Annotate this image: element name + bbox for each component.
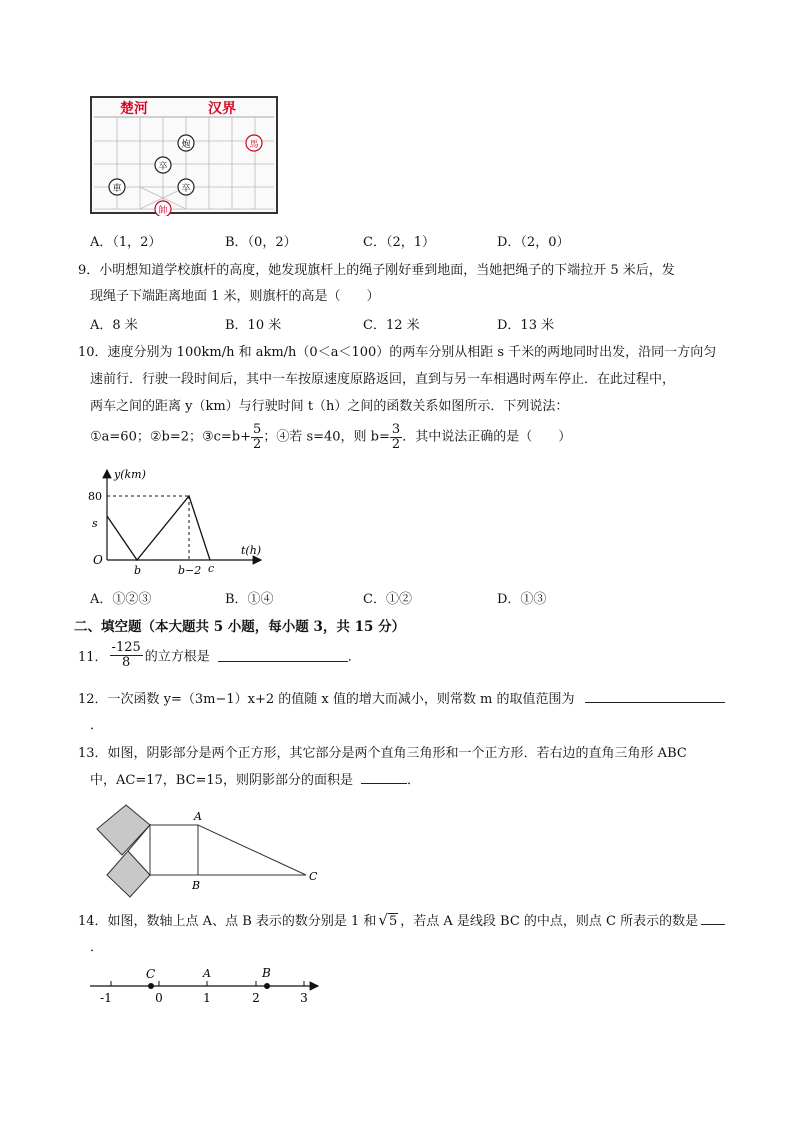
svg-text:帥: 帥 xyxy=(158,206,168,216)
q11-text: 的立方根是 xyxy=(144,649,210,665)
distance-curve xyxy=(107,496,210,560)
y-axis-label: y(km) xyxy=(114,468,146,481)
q9-option-a: A．8 米 xyxy=(90,318,138,333)
q14-end: ． xyxy=(90,940,104,955)
tick-label-neg1: -1 xyxy=(100,991,112,1005)
q10-line-3: 两车之间的距离 y（km）与行驶时间 t（h）之间的函数关系如图所示．下列说法： xyxy=(90,399,569,414)
q10-stmt-part-1: ①a=60；②b=2；③c=b+ xyxy=(90,429,252,445)
label-b: B xyxy=(192,879,201,892)
q13-end: ． xyxy=(406,773,420,788)
tick-label-3: 3 xyxy=(300,991,308,1005)
q13-line-1: 13．如图，阴影部分是两个正方形，其它部分是两个直角三角形和一个正方形．若右边的直角三角形 ABC xyxy=(78,746,687,761)
q10-line-1: 10．速度分别为 100km/h 和 akm/h（0＜a＜100）的两车分别从相距 s 千米的两地同时出发，沿同一方向匀 xyxy=(78,345,717,360)
q10-option-c: C．①② xyxy=(363,592,412,607)
chess-piece-ju xyxy=(109,179,125,195)
q10-stmt-part-2: ；④若 s=40，则 b= xyxy=(263,429,390,445)
q11 xyxy=(78,641,361,669)
middle-square xyxy=(150,825,198,875)
q11-number: 11． xyxy=(78,649,108,665)
q10-function-graph xyxy=(86,466,271,578)
fraction-3-2: $\frac{3}{2}$ xyxy=(391,422,401,452)
q9-option-c: C．12 米 xyxy=(363,318,420,333)
q12-text: 12．一次函数 y=（3m−1）x+2 的值随 x 值的增大而减小，则常数 m 的取值范围为 xyxy=(78,692,575,707)
origin-label: O xyxy=(93,553,103,567)
q9-option-b: B．10 米 xyxy=(225,318,282,333)
y-tick-80: 80 xyxy=(88,490,102,503)
q9-line-1: 9．小明想知道学校旗杆的高度，她发现旗杆上的绳子刚好垂到地面，当她把绳子的下端拉开 5 米后，发 xyxy=(78,263,675,278)
x-tick-c: c xyxy=(208,562,215,575)
q11-end: ． xyxy=(347,649,361,665)
q14-text-a: 14．如图，数轴上点 A、点 B 表示的数分别是 1 和 xyxy=(78,914,377,929)
svg-text:卒: 卒 xyxy=(181,184,191,194)
svg-text:馬: 馬 xyxy=(249,140,259,150)
q10-stmt-part-3: ．其中说法正确的是（ ） xyxy=(402,429,572,445)
section-2-heading: 二、填空题（本大题共 5 小题，每小题 3，共 15 分） xyxy=(74,619,406,635)
q9-option-d: D．13 米 xyxy=(497,318,555,333)
chess-piece-zu-2 xyxy=(178,179,194,195)
q8-option-b: B．（0，2） xyxy=(225,235,297,250)
chess-piece-pao xyxy=(178,135,194,151)
q13-answer-blank[interactable] xyxy=(361,771,407,784)
q13-text: 中，AC=17，BC=15，则阴影部分的面积是 xyxy=(90,773,353,788)
y-tick-s: s xyxy=(92,517,98,530)
point-c-label: C xyxy=(146,967,156,981)
tick-label-2: 2 xyxy=(252,991,260,1005)
river-left-text: 楚河 xyxy=(120,101,148,117)
q14-text-b: ，若点 A 是线段 BC 的中点，则点 C 所表示的数是 xyxy=(400,914,699,929)
q10-line-2: 速前行．行驶一段时间后，其中一车按原速度原路返回，直到与另一车相遇时两车停止．在此过程中， xyxy=(90,372,676,387)
q12-end: ． xyxy=(90,718,104,733)
x-tick-b: b xyxy=(134,564,142,577)
fraction-neg125-8: $\frac{-125}{8}$ xyxy=(111,640,141,670)
chess-piece-zu-1 xyxy=(155,157,171,173)
q10-statements xyxy=(90,423,571,451)
svg-text:卒: 卒 xyxy=(158,162,168,172)
q12-answer-blank[interactable] xyxy=(585,690,725,703)
point-b-label: B xyxy=(262,966,271,980)
q8-option-a: A．（1，2） xyxy=(90,235,162,250)
tick-label-1: 1 xyxy=(203,991,211,1005)
tick-label-0: 0 xyxy=(155,991,163,1005)
q8-option-d: D．（2，0） xyxy=(497,235,570,250)
q8-option-c: C．（2，1） xyxy=(363,235,435,250)
point-c-dot xyxy=(148,983,154,989)
q11-answer-blank[interactable] xyxy=(218,649,348,662)
q14-number-line xyxy=(86,960,326,1008)
q10-option-a: A．①②③ xyxy=(90,592,152,607)
q12 xyxy=(78,688,725,707)
q13-line-2 xyxy=(90,769,420,788)
chess-piece-ma xyxy=(246,135,262,151)
point-a-label: A xyxy=(203,967,211,980)
fraction-5-2: $\frac{5}{2}$ xyxy=(253,422,262,452)
river-right-text: 汉界 xyxy=(208,101,236,117)
svg-text:車: 車 xyxy=(112,184,122,194)
q9-line-2: 现绳子下端距离地面 1 米，则旗杆的高是（ ） xyxy=(90,289,380,304)
q14 xyxy=(78,910,725,929)
svg-text:炮: 炮 xyxy=(181,140,191,150)
board-frame xyxy=(91,97,277,213)
label-c: C xyxy=(309,870,318,883)
chess-piece-shuai xyxy=(155,201,171,216)
label-a: A xyxy=(194,810,202,823)
q10-option-d: D．①③ xyxy=(497,592,547,607)
chess-board-figure xyxy=(90,96,280,216)
sqrt-5: √5 xyxy=(378,911,398,929)
q13-geometry-figure xyxy=(92,800,324,900)
q10-option-b: B．①④ xyxy=(225,592,274,607)
x-axis-label: t(h) xyxy=(241,544,262,557)
q14-answer-blank[interactable] xyxy=(701,912,725,925)
triangle-abc xyxy=(198,825,306,875)
point-b-dot xyxy=(264,983,270,989)
x-tick-b-minus-2: b−2 xyxy=(178,564,202,577)
